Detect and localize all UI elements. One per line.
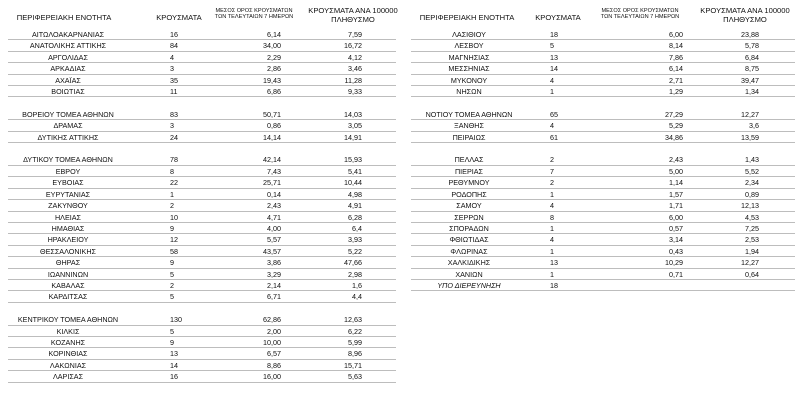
right-table-body (411, 29, 795, 291)
cases-cell: 9 (170, 223, 174, 233)
avg-cell: 3,29 (267, 269, 281, 279)
spacer-row (8, 303, 396, 314)
table-row (8, 326, 396, 337)
per100k-cell: 2,34 (745, 178, 759, 188)
region-cell: ΗΛΕΙΑΣ (54, 212, 82, 222)
cases-cell: 3 (170, 64, 174, 74)
per100k-cell: 1,34 (745, 87, 759, 97)
per100k-cell: 5,99 (348, 337, 362, 347)
avg-cell: 0,86 (267, 121, 281, 131)
region-cell: ΛΑΣΙΘΙΟΥ (452, 30, 486, 39)
per100k-cell: 3,93 (348, 235, 362, 245)
left-table (8, 2, 396, 383)
cases-cell: 5 (170, 269, 174, 279)
table-row (8, 257, 396, 268)
region-cell: ΣΕΡΡΩΝ (454, 212, 484, 222)
cases-cell: 78 (170, 155, 178, 165)
cases-cell: 13 (170, 349, 178, 359)
avg-cell: 6,14 (669, 64, 683, 74)
cases-cell: 8 (170, 166, 174, 176)
table-row (8, 246, 396, 257)
avg-cell: 10,29 (665, 258, 683, 268)
region-cell: ΑΧΑΪΑΣ (55, 75, 81, 85)
region-cell: ΕΥΡΥΤΑΝΙΑΣ (45, 189, 91, 199)
table-row (8, 86, 396, 97)
cases-cell: 9 (170, 258, 174, 268)
cases-cell: 10 (170, 212, 178, 222)
avg-cell: 2,43 (267, 201, 281, 211)
table-row (8, 200, 396, 211)
per100k-cell: 0,89 (745, 189, 759, 199)
cases-cell: 12 (170, 235, 178, 245)
per100k-cell: 12,13 (741, 201, 759, 211)
avg-cell: 2,29 (267, 52, 281, 62)
cases-cell: 14 (550, 64, 558, 74)
per100k-header-line1: ΚΡΟΥΣΜΑΤΑ ΑΝΑ 100000 (700, 6, 790, 15)
per100k-column-header (308, 7, 398, 24)
table-row (8, 52, 396, 63)
avg-cell: 34,00 (263, 41, 281, 51)
region-cell: ΑΡΓΟΛΙΔΑΣ (48, 52, 88, 62)
cases-cell: 3 (170, 121, 174, 131)
cases-column-header: ΚΡΟΥΣΜΑΤΑ (535, 13, 581, 22)
region-cell: ΡΟΔΟΠΗΣ (451, 189, 487, 199)
region-cell: ΜΥΚΟΝΟΥ (450, 75, 488, 85)
per100k-cell: 8,75 (745, 64, 759, 74)
spacer-row (411, 143, 795, 154)
avg-cell: 0,71 (669, 269, 683, 279)
region-cell: ΔΥΤΙΚΗΣ ΑΤΤΙΚΗΣ (37, 132, 99, 142)
table-row (411, 86, 795, 97)
region-cell: ΜΕΣΣΗΝΙΑΣ (448, 64, 490, 74)
per100k-cell: 3,46 (348, 64, 362, 74)
per100k-cell: 16,72 (344, 41, 362, 51)
cases-cell: 2 (550, 178, 554, 188)
per100k-cell: 15,71 (344, 360, 362, 370)
avg-cell: 2,71 (669, 75, 683, 85)
per100k-cell: 1,43 (745, 155, 759, 165)
avg-header-line2: ΤΩΝ ΤΕΛΕΥΤΑΙΩΝ 7 ΗΜΕΡΩΝ (600, 14, 680, 21)
per100k-header-line2: ΠΛΗΘΥΣΜΟ (331, 14, 375, 24)
per100k-cell: 13,59 (741, 132, 759, 142)
table-row (411, 212, 795, 223)
cases-cell: 4 (170, 52, 174, 62)
per100k-cell: 0,64 (745, 269, 759, 279)
region-cell: ΚΟΡΙΝΘΙΑΣ (48, 349, 88, 359)
per100k-cell: 4,91 (348, 201, 362, 211)
avg-cell: 6,57 (267, 349, 281, 359)
per100k-header-line1: ΚΡΟΥΣΜΑΤΑ ΑΝΑ 100000 (308, 6, 398, 15)
table-header (8, 2, 396, 29)
table-row (411, 189, 795, 200)
avg-cell: 6,86 (267, 87, 281, 97)
per100k-cell: 47,66 (344, 258, 362, 268)
region-cell: ΔΥΤΙΚΟΥ ΤΟΜΕΑ ΑΘΗΝΩΝ (23, 155, 113, 165)
avg-cell: 1,71 (669, 201, 683, 211)
cases-cell: 61 (550, 132, 558, 142)
table-row (411, 269, 795, 280)
avg-cell: 19,43 (263, 75, 281, 85)
region-cell: ΠΙΕΡΙΑΣ (454, 166, 483, 176)
table-row (411, 234, 795, 245)
table-row (411, 120, 795, 131)
per100k-cell: 6,84 (745, 52, 759, 62)
region-cell: ΝΗΣΩΝ (456, 87, 482, 97)
cases-cell: 5 (170, 326, 174, 336)
cases-cell: 18 (550, 280, 558, 290)
table-row (411, 109, 795, 120)
table-header (411, 2, 795, 29)
per100k-cell: 5,52 (745, 166, 759, 176)
region-cell: ΚΕΝΤΡΙΚΟΥ ΤΟΜΕΑ ΑΘΗΝΩΝ (17, 315, 119, 325)
per100k-cell: 12,27 (741, 109, 759, 119)
table-row (8, 109, 396, 120)
avg-cell: 10,00 (263, 337, 281, 347)
table-row (411, 132, 795, 143)
per100k-cell: 5,78 (745, 41, 759, 51)
avg-cell: 62,86 (263, 315, 281, 325)
avg-cell: 1,14 (669, 178, 683, 188)
avg-cell: 16,00 (263, 372, 281, 382)
per100k-cell: 4,4 (352, 292, 362, 302)
cases-cell: 9 (170, 337, 174, 347)
cases-cell: 2 (170, 201, 174, 211)
table-row (411, 246, 795, 257)
cases-cell: 1 (550, 87, 554, 97)
avg-cell: 4,71 (267, 212, 281, 222)
table-row (411, 75, 795, 86)
avg-cell: 5,00 (669, 166, 683, 176)
region-cell: ΦΘΙΩΤΙΔΑΣ (449, 235, 489, 245)
per100k-cell: 5,22 (348, 246, 362, 256)
cases-cell: 11 (170, 87, 178, 97)
cases-cell: 2 (550, 155, 554, 165)
cases-cell: 18 (550, 30, 558, 39)
per100k-cell: 1,94 (745, 246, 759, 256)
per100k-cell: 14,91 (344, 132, 362, 142)
avg-cell: 0,14 (267, 189, 281, 199)
table-row (411, 29, 795, 40)
region-cell: ΔΡΑΜΑΣ (53, 121, 83, 131)
per100k-cell: 10,44 (344, 178, 362, 188)
region-cell: ΙΩΑΝΝΙΝΩΝ (47, 269, 89, 279)
cases-cell: 83 (170, 109, 178, 119)
avg-header-line1: ΜΕΣΟΣ ΟΡΟΣ ΚΡΟΥΣΜΑΤΩΝ (601, 8, 679, 14)
region-cell: ΞΑΝΘΗΣ (454, 121, 484, 131)
avg-cell: 6,71 (267, 292, 281, 302)
avg-cell: 14,14 (263, 132, 281, 142)
table-row (8, 75, 396, 86)
per100k-cell: 12,63 (344, 315, 362, 325)
avg-cell: 0,43 (669, 246, 683, 256)
table-row (8, 291, 396, 302)
region-cell: ΑΡΚΑΔΙΑΣ (50, 64, 86, 74)
per100k-cell: 2,53 (745, 235, 759, 245)
region-cell: ΧΑΝΙΩΝ (455, 269, 483, 279)
avg-cell: 7,43 (267, 166, 281, 176)
cases-cell: 7 (550, 166, 554, 176)
region-cell: ΚΑΡΔΙΤΣΑΣ (48, 292, 88, 302)
table-row (8, 234, 396, 245)
cases-cell: 65 (550, 109, 558, 119)
region-cell: ΕΥΒΟΙΑΣ (52, 178, 84, 188)
per100k-column-header (697, 7, 793, 24)
avg-cell: 6,00 (669, 212, 683, 222)
table-row (411, 280, 795, 291)
region-cell: ΑΝΑΤΟΛΙΚΗΣ ΑΤΤΙΚΗΣ (29, 41, 107, 51)
table-row (8, 269, 396, 280)
spacer-row (8, 143, 396, 154)
per100k-cell: 15,93 (344, 155, 362, 165)
avg-cell: 34,86 (665, 132, 683, 142)
left-table-body (8, 29, 396, 383)
per100k-header-line2: ΠΛΗΘΥΣΜΟ (723, 14, 767, 24)
cases-cell: 84 (170, 41, 178, 51)
cases-cell: 8 (550, 212, 554, 222)
avg-cell: 3,86 (267, 258, 281, 268)
region-cell: ΠΕΛΛΑΣ (454, 155, 484, 165)
avg-cell: 6,00 (669, 30, 683, 39)
region-cell: ΗΡΑΚΛΕΙΟΥ (47, 235, 89, 245)
per100k-cell: 3,05 (348, 121, 362, 131)
region-cell: ΛΕΣΒΟΥ (454, 41, 484, 51)
avg-cell: 4,00 (267, 223, 281, 233)
table-row (411, 177, 795, 188)
region-cell: ΒΟΡΕΙΟΥ ΤΟΜΕΑ ΑΘΗΝΩΝ (22, 109, 114, 119)
table-row (411, 200, 795, 211)
cases-cell: 1 (550, 189, 554, 199)
avg-header-line1: ΜΕΣΟΣ ΟΡΟΣ ΚΡΟΥΣΜΑΤΩΝ (215, 8, 293, 14)
table-row (8, 177, 396, 188)
per100k-cell: 1,6 (352, 280, 362, 290)
avg-cell: 8,86 (267, 360, 281, 370)
table-row (411, 166, 795, 177)
avg-column-header (590, 8, 690, 21)
avg-cell: 0,57 (669, 223, 683, 233)
per100k-cell: 7,59 (348, 30, 362, 39)
region-cell: ΣΑΜΟΥ (456, 201, 482, 211)
per100k-cell: 9,33 (348, 87, 362, 97)
table-row (8, 29, 396, 40)
region-cell: ΚΑΒΑΛΑΣ (51, 280, 85, 290)
cases-cell: 1 (550, 246, 554, 256)
avg-cell: 2,14 (267, 280, 281, 290)
per100k-cell: 23,88 (741, 30, 759, 39)
region-cell: ΣΠΟΡΑΔΩΝ (449, 223, 489, 233)
table-row (8, 166, 396, 177)
avg-cell: 2,43 (669, 155, 683, 165)
spacer-row (8, 97, 396, 108)
avg-cell: 25,71 (263, 178, 281, 188)
table-row (411, 52, 795, 63)
cases-cell: 16 (170, 372, 178, 382)
region-cell: ΗΜΑΘΙΑΣ (51, 223, 85, 233)
region-cell: ΛΑΚΩΝΙΑΣ (49, 360, 87, 370)
table-row (8, 360, 396, 371)
table-row (8, 280, 396, 291)
region-column-header: ΠΕΡΙΦΕΡΕΙΑΚΗ ΕΝΟΤΗΤΑ (16, 13, 112, 22)
per100k-cell: 5,41 (348, 166, 362, 176)
avg-header-line2: ΤΩΝ ΤΕΛΕΥΤΑΙΩΝ 7 ΗΜΕΡΩΝ (214, 14, 294, 21)
region-cell: ΥΠΟ ΔΙΕΡΕΥΝΗΣΗ (437, 280, 501, 290)
per100k-cell: 5,63 (348, 372, 362, 382)
region-cell: ΛΑΡΙΣΑΣ (52, 372, 84, 382)
region-cell: ΧΑΛΚΙΔΙΚΗΣ (447, 258, 491, 268)
cases-cell: 5 (170, 292, 174, 302)
avg-cell: 5,57 (267, 235, 281, 245)
table-row (8, 314, 396, 325)
region-cell: ΖΑΚΥΝΘΟΥ (48, 201, 88, 211)
cases-cell: 130 (170, 315, 182, 325)
avg-cell: 5,29 (669, 121, 683, 131)
region-cell: ΡΕΘΥΜΝΟΥ (448, 178, 490, 188)
avg-cell: 1,57 (669, 189, 683, 199)
avg-cell: 2,86 (267, 64, 281, 74)
avg-cell: 6,14 (267, 30, 281, 39)
per100k-cell: 4,53 (745, 212, 759, 222)
region-cell: ΘΗΡΑΣ (55, 258, 81, 268)
avg-cell: 42,14 (263, 155, 281, 165)
table-row (411, 40, 795, 51)
cases-cell: 4 (550, 75, 554, 85)
cases-cell: 2 (170, 280, 174, 290)
cases-cell: 58 (170, 246, 178, 256)
avg-column-header (204, 8, 304, 21)
cases-cell: 24 (170, 132, 178, 142)
per100k-cell: 39,47 (741, 75, 759, 85)
per100k-cell: 11,28 (344, 75, 362, 85)
table-row (411, 257, 795, 268)
avg-cell: 43,57 (263, 246, 281, 256)
table-row (8, 337, 396, 348)
per100k-cell: 8,96 (348, 349, 362, 359)
avg-cell: 27,29 (665, 109, 683, 119)
cases-column-header: ΚΡΟΥΣΜΑΤΑ (156, 13, 202, 22)
cases-cell: 22 (170, 178, 178, 188)
cases-cell: 4 (550, 201, 554, 211)
region-cell: ΠΕΙΡΑΙΩΣ (452, 132, 486, 142)
per100k-cell: 6,4 (352, 223, 362, 233)
avg-cell: 7,86 (669, 52, 683, 62)
table-row (8, 348, 396, 359)
cases-cell: 16 (170, 30, 178, 39)
table-row (411, 63, 795, 74)
cases-cell: 1 (550, 269, 554, 279)
cases-cell: 13 (550, 258, 558, 268)
per100k-cell: 12,27 (741, 258, 759, 268)
per100k-cell: 2,98 (348, 269, 362, 279)
spacer-row (411, 97, 795, 108)
cases-cell: 1 (170, 189, 174, 199)
table-row (8, 63, 396, 74)
per100k-cell: 4,98 (348, 189, 362, 199)
table-row (8, 132, 396, 143)
cases-cell: 5 (550, 41, 554, 51)
avg-cell: 3,14 (669, 235, 683, 245)
cases-cell: 13 (550, 52, 558, 62)
avg-cell: 1,29 (669, 87, 683, 97)
per100k-cell: 6,22 (348, 326, 362, 336)
avg-cell: 8,14 (669, 41, 683, 51)
region-cell: ΦΛΩΡΙΝΑΣ (450, 246, 488, 256)
region-cell: ΘΕΣΣΑΛΟΝΙΚΗΣ (40, 246, 96, 256)
per100k-cell: 6,28 (348, 212, 362, 222)
avg-cell: 2,00 (267, 326, 281, 336)
region-column-header: ΠΕΡΙΦΕΡΕΙΑΚΗ ΕΝΟΤΗΤΑ (419, 13, 515, 22)
cases-cell: 1 (550, 223, 554, 233)
avg-cell: 50,71 (263, 109, 281, 119)
region-cell: ΜΑΓΝΗΣΙΑΣ (448, 52, 490, 62)
region-cell: ΚΟΖΑΝΗΣ (50, 337, 86, 347)
cases-cell: 14 (170, 360, 178, 370)
region-cell: ΕΒΡΟΥ (55, 166, 81, 176)
region-cell: ΝΟΤΙΟΥ ΤΟΜΕΑ ΑΘΗΝΩΝ (425, 109, 513, 119)
cases-cell: 35 (170, 75, 178, 85)
table-row (8, 189, 396, 200)
table-row (8, 371, 396, 382)
cases-cell: 4 (550, 121, 554, 131)
cases-cell: 4 (550, 235, 554, 245)
table-row (411, 154, 795, 165)
region-cell: ΚΙΛΚΙΣ (56, 326, 80, 336)
table-row (8, 212, 396, 223)
table-row (8, 120, 396, 131)
region-cell: ΒΟΙΩΤΙΑΣ (51, 87, 85, 97)
right-table (411, 2, 795, 291)
table-row (8, 40, 396, 51)
region-cell: ΑΙΤΩΛΟΑΚΑΡΝΑΝΙΑΣ (31, 30, 105, 39)
table-row (8, 223, 396, 234)
per100k-cell: 4,12 (348, 52, 362, 62)
table-row (411, 223, 795, 234)
per100k-cell: 3,6 (749, 121, 759, 131)
per100k-cell: 7,25 (745, 223, 759, 233)
per100k-cell: 14,03 (344, 109, 362, 119)
table-row (8, 154, 396, 165)
